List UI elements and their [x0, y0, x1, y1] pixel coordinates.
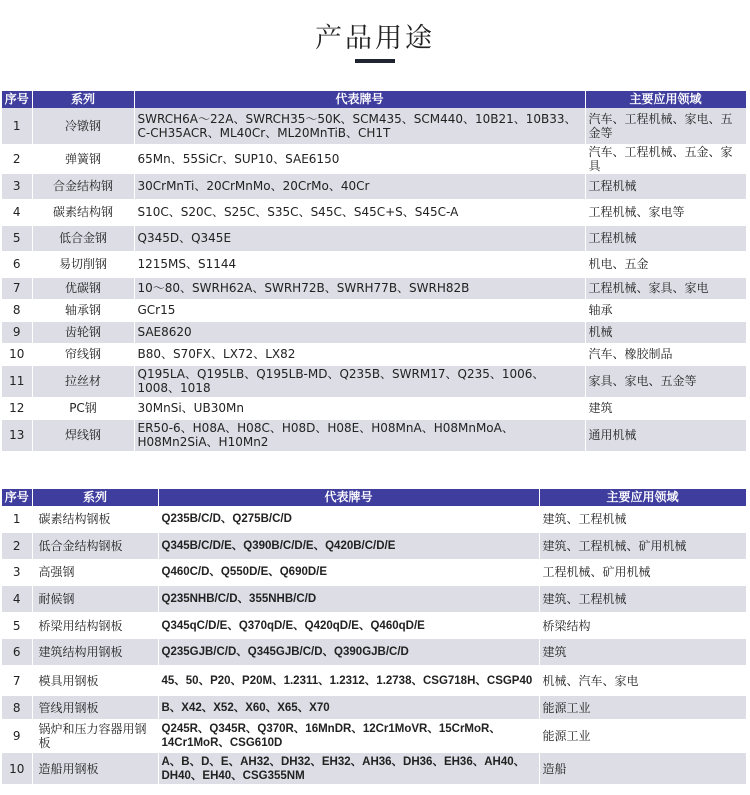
table-row: [2, 753, 746, 785]
row-usage: 建筑、工程机械: [539, 506, 746, 533]
table-row: [2, 612, 746, 639]
row-series: 低合金钢: [32, 225, 134, 251]
row-usage: 工程机械: [585, 173, 746, 199]
row-usage: 能源工业: [539, 720, 746, 753]
row-no: 6: [2, 251, 32, 277]
row-no: 13: [2, 419, 32, 451]
row-no: 8: [2, 696, 32, 720]
row-series: 低合金结构钢板: [32, 533, 158, 560]
row-no: 3: [2, 559, 32, 586]
row-no: 3: [2, 173, 32, 199]
table-row: [2, 299, 746, 321]
steel-plate-usage-table: [2, 489, 747, 785]
row-series: 管线用钢板: [32, 696, 158, 720]
row-series: 建筑结构用钢板: [32, 639, 158, 666]
table-row: [2, 533, 746, 560]
row-usage: 机械: [585, 321, 746, 343]
row-series: 弹簧钢: [32, 144, 134, 173]
row-series: 碳素结构钢板: [32, 506, 158, 533]
row-series: 轴承钢: [32, 299, 134, 321]
row-no: 12: [2, 397, 32, 419]
row-series: 优碳钢: [32, 277, 134, 299]
row-grades: S10C、S20C、S25C、S35C、S45C、S45C+S、S45C-A: [134, 199, 585, 225]
row-grades: ER50-6、H08A、H08C、H08D、H08E、H08MnA、H08MnMoA、H08Mn2SiA、H10Mn2: [134, 419, 585, 451]
row-grades: Q235NHB/C/D、355NHB/C/D: [158, 586, 539, 613]
row-grades: GCr15: [134, 299, 585, 321]
table-row: [2, 199, 746, 225]
table-row: [2, 108, 746, 144]
row-no: 8: [2, 299, 32, 321]
row-usage: 桥梁结构: [539, 612, 746, 639]
table-row: [2, 225, 746, 251]
row-series: PC钢: [32, 397, 134, 419]
row-usage: 建筑、工程机械、矿用机械: [539, 533, 746, 560]
table-row: [2, 321, 746, 343]
table-row: [2, 365, 746, 397]
row-series: 易切削钢: [32, 251, 134, 277]
row-grades: 30CrMnTi、20CrMnMo、20CrMo、40Cr: [134, 173, 585, 199]
row-grades: Q235GJB/C/D、Q345GJB/C/D、Q390GJB/C/D: [158, 639, 539, 666]
row-usage: 机械、汽车、家电: [539, 666, 746, 696]
row-grades: Q345D、Q345E: [134, 225, 585, 251]
row-no: 4: [2, 586, 32, 613]
table-row: [2, 343, 746, 365]
table-header-row: [2, 489, 746, 506]
row-usage: 能源工业: [539, 696, 746, 720]
row-no: 10: [2, 753, 32, 785]
row-usage: 汽车、工程机械、五金、家具: [585, 144, 746, 173]
row-usage: 工程机械、家具、家电: [585, 277, 746, 299]
title-underline: [355, 59, 395, 63]
row-grades: 10～80、SWRH62A、SWRH72B、SWRH77B、SWRH82B: [134, 277, 585, 299]
row-series: 桥梁用结构钢板: [32, 612, 158, 639]
row-usage: 家具、家电、五金等: [585, 365, 746, 397]
row-grades: Q345B/C/D/E、Q390B/C/D/E、Q420B/C/D/E: [158, 533, 539, 560]
row-series: 锅炉和压力容器用钢板: [32, 720, 158, 753]
row-grades: SAE8620: [134, 321, 585, 343]
row-series: 模具用钢板: [32, 666, 158, 696]
row-series: 碳素结构钢: [32, 199, 134, 225]
row-no: 9: [2, 321, 32, 343]
wire-rod-usage-table: [2, 91, 747, 452]
row-usage: 建筑: [585, 397, 746, 419]
row-no: 1: [2, 108, 32, 144]
row-no: 5: [2, 225, 32, 251]
row-no: 5: [2, 612, 32, 639]
header-no: 序号: [2, 489, 32, 506]
header-usage: 主要应用领域: [585, 91, 746, 108]
row-grades: Q195LA、Q195LB、Q195LB-MD、Q235B、SWRM17、Q235、1006、1008、1018: [134, 365, 585, 397]
table-row: [2, 419, 746, 451]
table-row: [2, 173, 746, 199]
table-row: [2, 586, 746, 613]
row-no: 2: [2, 144, 32, 173]
row-grades: A、B、D、E、AH32、DH32、EH32、AH36、DH36、EH36、AH40、DH40、EH40、CSG355NM: [158, 753, 539, 785]
row-no: 10: [2, 343, 32, 365]
row-usage: 轴承: [585, 299, 746, 321]
row-grades: SWRCH6A～22A、SWRCH35～50K、SCM435、SCM440、10B21、10B33、C-CH35ACR、ML40Cr、ML20MnTiB、CH1T: [134, 108, 585, 144]
header-series: 系列: [32, 91, 134, 108]
page-title: 产品用途: [315, 23, 435, 54]
table-row: [2, 720, 746, 753]
row-grades: Q345qC/D/E、Q370qD/E、Q420qD/E、Q460qD/E: [158, 612, 539, 639]
table-row: [2, 559, 746, 586]
row-grades: Q235B/C/D、Q275B/C/D: [158, 506, 539, 533]
row-series: 造船用钢板: [32, 753, 158, 785]
table-row: [2, 397, 746, 419]
header-grades: 代表牌号: [134, 91, 585, 108]
row-series: 拉丝材: [32, 365, 134, 397]
row-no: 11: [2, 365, 32, 397]
row-usage: 建筑、工程机械: [539, 586, 746, 613]
table-row: [2, 144, 746, 173]
row-usage: 工程机械: [585, 225, 746, 251]
row-grades: B80、S70FX、LX72、LX82: [134, 343, 585, 365]
row-no: 9: [2, 720, 32, 753]
row-usage: 建筑: [539, 639, 746, 666]
row-series: 焊线钢: [32, 419, 134, 451]
row-grades: B、X42、X52、X60、X65、X70: [158, 696, 539, 720]
row-series: 齿轮钢: [32, 321, 134, 343]
row-grades: 30MnSi、UB30Mn: [134, 397, 585, 419]
row-no: 4: [2, 199, 32, 225]
row-grades: Q460C/D、Q550D/E、Q690D/E: [158, 559, 539, 586]
table-row: [2, 639, 746, 666]
header-grades: 代表牌号: [158, 489, 539, 506]
table-row: [2, 277, 746, 299]
header-no: 序号: [2, 91, 32, 108]
row-grades: Q245R、Q345R、Q370R、16MnDR、12Cr1MoVR、15CrMoR、14Cr1MoR、CSG610D: [158, 720, 539, 753]
table-header-row: [2, 91, 746, 108]
row-series: 冷镦钢: [32, 108, 134, 144]
row-no: 7: [2, 277, 32, 299]
row-usage: 机电、五金: [585, 251, 746, 277]
row-usage: 汽车、橡胶制品: [585, 343, 746, 365]
row-series: 合金结构钢: [32, 173, 134, 199]
table-row: [2, 506, 746, 533]
row-usage: 汽车、工程机械、家电、五金等: [585, 108, 746, 144]
row-usage: 通用机械: [585, 419, 746, 451]
row-grades: 1215MS、S1144: [134, 251, 585, 277]
row-no: 1: [2, 506, 32, 533]
table-row: [2, 696, 746, 720]
row-no: 7: [2, 666, 32, 696]
row-grades: 65Mn、55SiCr、SUP10、SAE6150: [134, 144, 585, 173]
row-usage: 工程机械、矿用机械: [539, 559, 746, 586]
row-series: 高强钢: [32, 559, 158, 586]
row-series: 耐候钢: [32, 586, 158, 613]
row-usage: 工程机械、家电等: [585, 199, 746, 225]
table-row: [2, 666, 746, 696]
row-no: 2: [2, 533, 32, 560]
row-series: 帘线钢: [32, 343, 134, 365]
header-series: 系列: [32, 489, 158, 506]
row-usage: 造船: [539, 753, 746, 785]
header-usage: 主要应用领域: [539, 489, 746, 506]
row-no: 6: [2, 639, 32, 666]
row-grades: 45、50、P20、P20M、1.2311、1.2312、1.2738、CSG718H、CSGP40: [158, 666, 539, 696]
table-row: [2, 251, 746, 277]
